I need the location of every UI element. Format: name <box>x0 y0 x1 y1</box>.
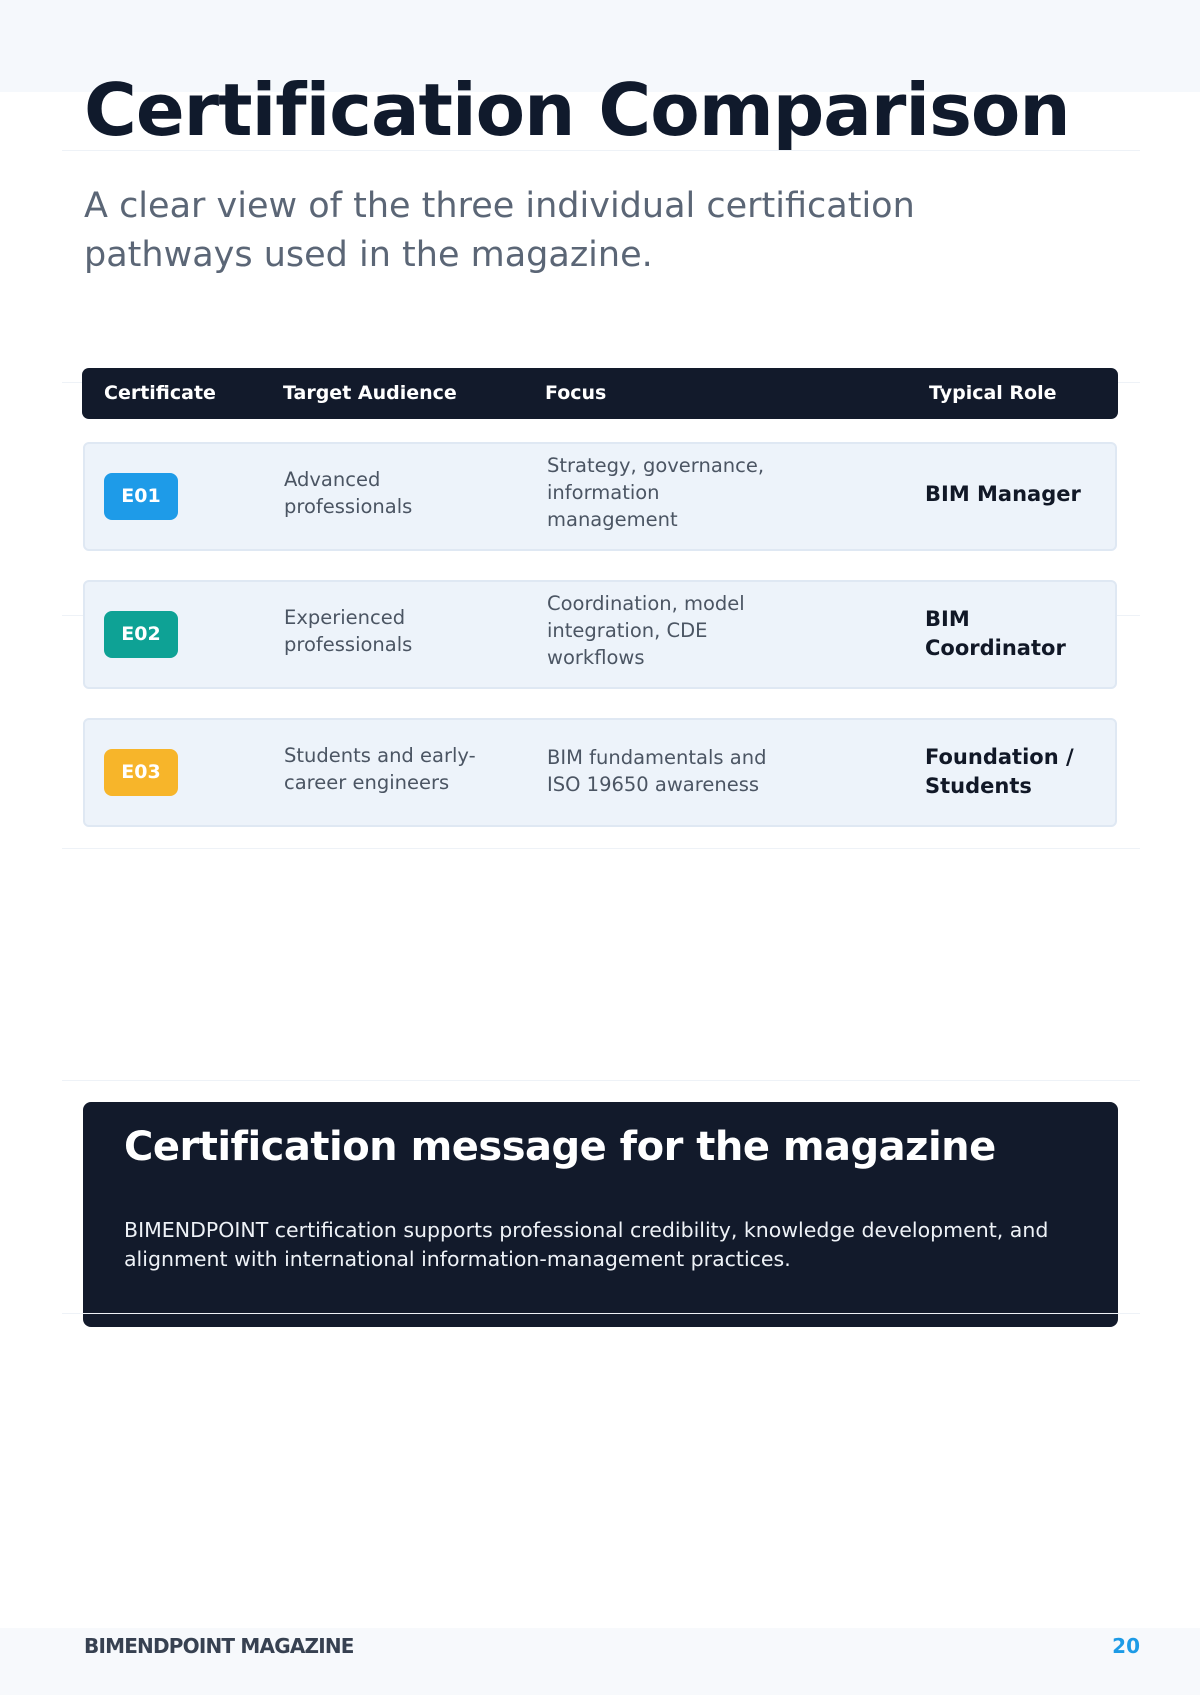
header-focus: Focus <box>545 382 607 404</box>
audience-cell: Students and early-career engineers <box>284 744 476 794</box>
role-cell: BIM Coordinator <box>925 607 1066 660</box>
page-number: 20 <box>1112 1634 1140 1658</box>
role-cell: Foundation / Students <box>925 745 1074 798</box>
message-body: BIMENDPOINT certification supports professional credibility, knowledge development, and alignment with international information-management practices. <box>124 1218 1049 1271</box>
page-subtitle: A clear view of the three individual certification pathways used in the magazine. <box>84 186 915 275</box>
table-row-e03 <box>83 718 1117 827</box>
footer-brand: BIMENDPOINT MAGAZINE <box>84 1634 354 1658</box>
certification-message-box <box>83 1102 1118 1327</box>
table-row-e02 <box>83 580 1117 689</box>
audience-cell: Experienced professionals <box>284 606 413 656</box>
audience-cell: Advanced professionals <box>284 468 413 518</box>
certificate-badge-e01: E01 <box>104 473 178 520</box>
focus-cell: BIM fundamentals and ISO 19650 awareness <box>547 746 767 796</box>
role-cell: BIM Manager <box>925 482 1081 506</box>
message-title: Certification message for the magazine <box>124 1124 996 1170</box>
focus-cell: Strategy, governance, information management <box>547 454 765 531</box>
header-typical-role: Typical Role <box>929 382 1057 404</box>
header-target-audience: Target Audience <box>283 382 457 404</box>
page-title: Certification Comparison <box>84 68 1070 152</box>
header-certificate: Certificate <box>104 382 216 404</box>
certificate-badge-e02: E02 <box>104 611 178 658</box>
divider-line <box>62 1313 1140 1314</box>
table-row-e01 <box>83 442 1117 551</box>
certificate-badge-e03: E03 <box>104 749 178 796</box>
divider-line <box>62 1080 1140 1081</box>
divider-line <box>62 848 1140 849</box>
focus-cell: Coordination, model integration, CDE workflows <box>547 592 745 669</box>
table-header <box>82 368 1118 419</box>
